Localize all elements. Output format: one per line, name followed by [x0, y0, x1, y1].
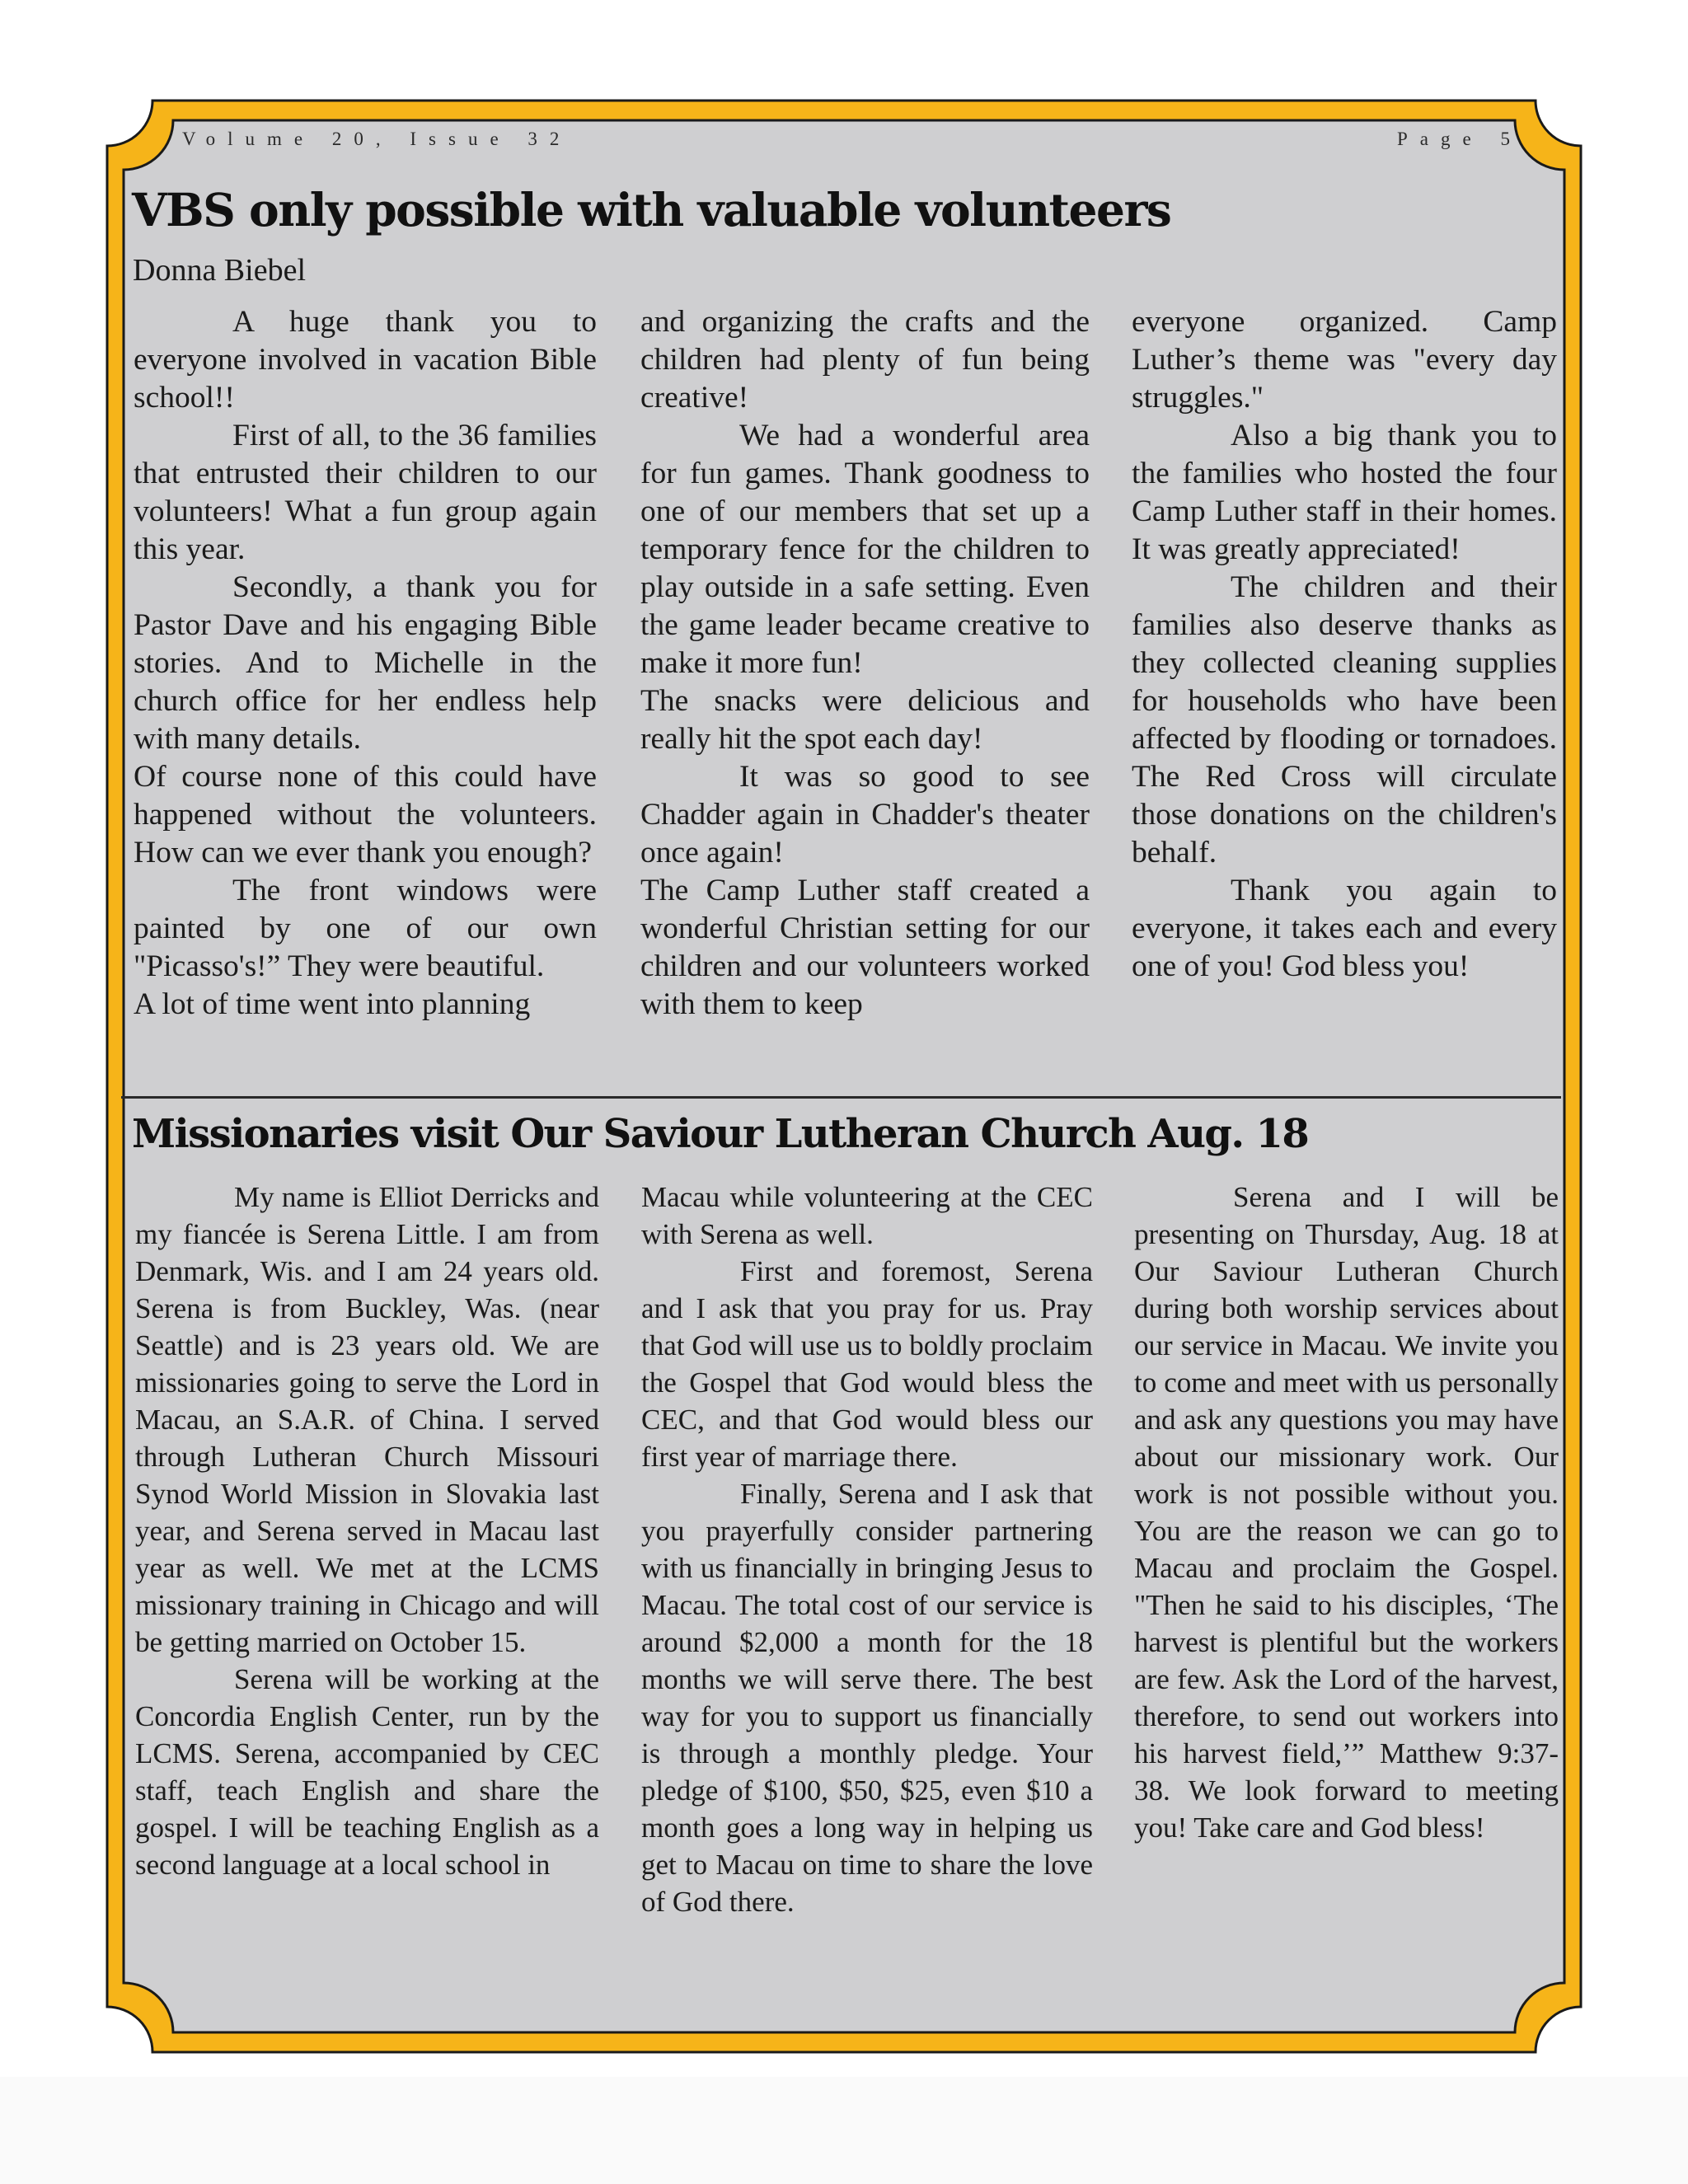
paragraph: First and foremost, Serena and I ask that you pray for us. Pray that God will use us to boldly proclaim the Gospel that God would bless the CEC, and that God would bless our first year of marriage there. — [641, 1255, 1093, 1473]
paragraph: The snacks were delicious and really hit the spot each day! — [640, 684, 1090, 756]
paragraph: The Camp Luther staff created a wonderful Christian setting for our children and our volunteers worked with them to keep — [640, 874, 1090, 1021]
article-column-1 — [134, 303, 597, 1024]
paragraph: It was so good to see Chadder again in Chadder's theater once again! — [640, 760, 1090, 869]
article-column-3 — [1132, 303, 1557, 986]
author-byline: Donna Biebel — [133, 253, 307, 288]
paragraph: A huge thank you to everyone involved in vacation Bible school!! — [134, 305, 597, 415]
paragraph: Serena and I will be presenting on Thursday, Aug. 18 at Our Saviour Lutheran Church during both worship services about our service in Macau. We invite you to come and meet with us personally and ask any questions you may have about our missionary work. Our work is not possible without you. You are the reason we can go to Macau and proclaim the Gospel. "Then he said to his disciples, ‘The harvest is plentiful but the workers are few. Ask the Lord of the harvest, therefore, to send out workers into his harvest field,’” Matthew 9:37-38. We look forward to meeting you! Take care and God bless! — [1134, 1181, 1559, 1844]
article-column-2 — [641, 1179, 1093, 1920]
paragraph: Also a big thank you to the families who hosted the four Camp Luther staff in their homes. It was greatly appreciated! — [1132, 419, 1557, 566]
section-divider — [121, 1096, 1561, 1099]
article-column-2 — [640, 303, 1090, 1024]
paragraph: Macau while volunteering at the CEC with Serena as well. — [641, 1181, 1093, 1250]
issue-header: Volume 20, Issue 32 — [182, 129, 572, 149]
paragraph: Secondly, a thank you for Pastor Dave and his engaging Bible stories. And to Michelle in the church office for her endless help with many details. — [134, 570, 597, 756]
paragraph: and organizing the crafts and the children had plenty of fun being creative! — [640, 305, 1090, 415]
paragraph: Serena will be working at the Concordia English Center, run by the LCMS. Serena, accompanied by CEC staff, teach English and share the gospel. I will be teaching English as a second language at a local school in — [135, 1663, 599, 1881]
paragraph: The front windows were painted by one of our own "Picasso's!” They were beautiful. — [134, 874, 597, 983]
article-column-3 — [1134, 1179, 1559, 1846]
article-column-1 — [135, 1179, 599, 1883]
paragraph: The children and their families also deserve thanks as they collected cleaning supplies for households who have been affected by flooding or tornadoes. The Red Cross will circulate those donations on the children's behalf. — [1132, 570, 1557, 869]
article-title: Missionaries visit Our Saviour Lutheran Church Aug. 18 — [132, 1111, 1309, 1157]
paragraph: Of course none of this could have happened without the volunteers. How can we ever thank you enough? — [134, 760, 597, 869]
page-number: Page 5 — [1397, 129, 1522, 149]
paragraph: everyone organized. Camp Luther’s theme was "every day struggles." — [1132, 305, 1557, 415]
paragraph: First of all, to the 36 families that entrusted their children to our volunteers! What a fun group again this year. — [134, 419, 597, 566]
paragraph: We had a wonderful area for fun games. Thank goodness to one of our members that set up a temporary fence for the children to play outside in a safe setting. Even the game leader became creative to make it more fun! — [640, 419, 1090, 680]
paragraph: A lot of time went into planning — [134, 987, 531, 1021]
article-title: VBS only possible with valuable volunteers — [132, 183, 1171, 237]
paragraph: Thank you again to everyone, it takes each and every one of you! God bless you! — [1132, 874, 1557, 983]
paragraph: My name is Elliot Derricks and my fiancée is Serena Little. I am from Denmark, Wis. and I am 24 years old. Serena is from Buckley, Was. (near Seattle) and is 23 years old. We are missionaries going to serve the Lord in Macau, an S.A.R. of China. I served through Lutheran Church Missouri Synod World Mission in Slovakia last year, and Serena served in Macau last year as well. We met at the LCMS missionary training in Chicago and will be getting married on October 15. — [135, 1181, 599, 1658]
paragraph: Finally, Serena and I ask that you prayerfully consider partnering with us financially in bringing Jesus to Macau. The total cost of our service is around $2,000 a month for the 18 months we will serve there. The best way for you to support us financially is through a monthly pledge. Your pledge of $100, $50, $25, even $10 a month goes a long way in helping us get to Macau on time to share the love of God there. — [641, 1478, 1093, 1918]
